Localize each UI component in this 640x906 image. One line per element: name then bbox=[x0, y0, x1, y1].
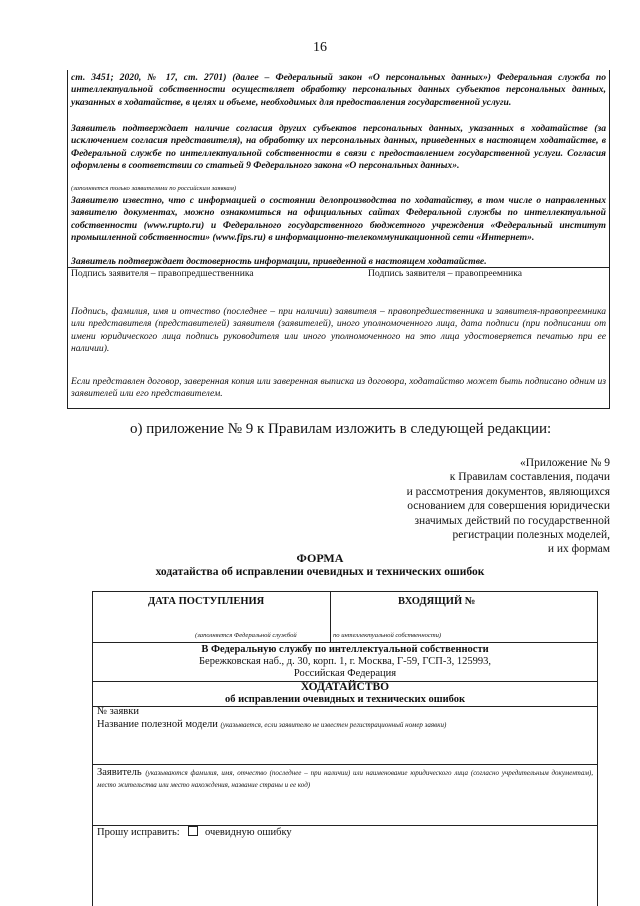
form-subtitle: ходатайства об исправлении очевидных и технических ошибок bbox=[155, 566, 485, 578]
utility-model-note: (указывается, если заявителю не известен регистрационный номер заявки) bbox=[220, 721, 447, 729]
obvious-error-label: очевидную ошибку bbox=[204, 827, 292, 838]
row-divider bbox=[93, 764, 597, 765]
column-divider bbox=[330, 592, 331, 642]
country: Российская Федерация bbox=[293, 668, 397, 679]
row-divider bbox=[93, 642, 597, 643]
consent-paragraph: Заявитель подтверждает наличие согласия других субъектов персональных данных, указанных в ходатайстве (за исключением согласия представителя), на обработку их персональных данных, приведенных в настоящем ходатайстве, в Федеральной службе по интеллектуальной собственности в связи с предоставлением государственной услуги. Согласия оформлены в соответствии со статьей 9 Федерального закона «О персональных данных». bbox=[71, 123, 606, 171]
appendix-line: регистрации полезных моделей, bbox=[452, 529, 610, 542]
appendix-header bbox=[310, 456, 610, 557]
applicant-label: Заявитель bbox=[97, 767, 142, 778]
appendix-line: к Правилам составления, подачи bbox=[449, 471, 610, 484]
fill-note-left: (заполняется Федеральной службой bbox=[195, 632, 297, 639]
signature-right-label: Подпись заявителя – правопреемника bbox=[368, 268, 523, 279]
utility-model-name-label: Название полезной модели bbox=[97, 719, 218, 730]
correction-request bbox=[97, 826, 292, 838]
accuracy-confirmation: Заявитель подтверждает достоверность информации, приведенной в настоящем ходатайстве. bbox=[71, 256, 487, 267]
appendix-line: основанием для совершения юридически bbox=[407, 500, 610, 513]
utility-model-name-field[interactable] bbox=[97, 719, 446, 730]
date-received-label: ДАТА ПОСТУПЛЕНИЯ bbox=[148, 596, 265, 607]
row-divider bbox=[93, 706, 597, 707]
appendix-line: и рассмотрения документов, являющихся bbox=[406, 485, 610, 498]
page-number: 16 bbox=[313, 40, 327, 55]
applicant-field[interactable] bbox=[97, 767, 593, 791]
contract-note: Если представлен договор, заверенная копия или заверенная выписка из договора, ходатайство может быть подписано одним из заявителей или его представителем. bbox=[71, 376, 606, 400]
appendix-line: «Приложение № 9 bbox=[520, 457, 610, 469]
application-number-field[interactable]: № заявки bbox=[97, 706, 139, 717]
address: Бережковская наб., д. 30, корп. 1, г. Москва, Г-59, ГСП-3, 125993, bbox=[199, 656, 491, 667]
applicant-note: (указываются фамилия, имя, отчество (последнее – при наличии) или наименование юридического лица (согласно учредительным документам), место жительства или место нахождения, название страны и ее код) bbox=[97, 769, 593, 789]
case-status-paragraph: Заявителю известно, что с информацией о состоянии делопроизводства по ходатайству, в том числе о направленных заявителю документах, можно ознакомиться на официальных сайтах Федеральной службы по интеллектуальной собственности (www.rupto.ru) и Федерального государственного бюджетного учреждения «Федеральный институт промышленной собственности» (www.fips.ru) в информационно-телекоммуникационной сети «Интернет». bbox=[71, 195, 606, 243]
appendix-line: значимых действий по государственной bbox=[414, 514, 610, 527]
petition-form bbox=[92, 591, 598, 906]
appendix-line: и их формам bbox=[547, 543, 610, 556]
personal-data-paragraph: ст. 3451; 2020, № 17, ст. 2701) (далее – Федеральный закон «О персональных данных») Федеральная служба по интеллектуальной собственности осуществляет обработку персональных данных субъектов персональных данных, указанных в ходатайстве, в целях и объеме, необходимых для предоставления государственной услуги. bbox=[71, 72, 606, 108]
petition-heading: ХОДАТАЙСТВО bbox=[300, 681, 390, 693]
fill-note-right: по интеллектуальной собственности) bbox=[333, 632, 442, 639]
signature-left-label: Подпись заявителя – правопредшественника bbox=[71, 268, 254, 279]
addressee: В Федеральную службу по интеллектуальной собственности bbox=[201, 644, 489, 655]
please-correct-label: Прошу исправить: bbox=[97, 827, 180, 838]
petition-subheading: об исправлении очевидных и технических ошибок bbox=[224, 694, 466, 705]
signature-note: Подпись, фамилия, имя и отчество (последнее – при наличии) заявителя – правопредшественника и заявителя-правопреемника или представителя (представителей) заявителя (заявителей), иного уполномоченного лица, дата подписи (при подписании от имени юридического лица подпись руководителя или иного уполномоченного на это лица удостоверяется печатью при ее наличии). bbox=[71, 306, 606, 354]
form-title: ФОРМА bbox=[296, 551, 344, 565]
obvious-error-checkbox[interactable] bbox=[188, 826, 198, 836]
consent-block bbox=[67, 70, 610, 409]
amendment-line: о) приложение № 9 к Правилам изложить в следующей редакции: bbox=[130, 421, 552, 437]
incoming-number-label: ВХОДЯЩИЙ № bbox=[398, 596, 476, 607]
russian-applications-note: (заполняется только заявителями по российским заявкам) bbox=[71, 185, 237, 192]
